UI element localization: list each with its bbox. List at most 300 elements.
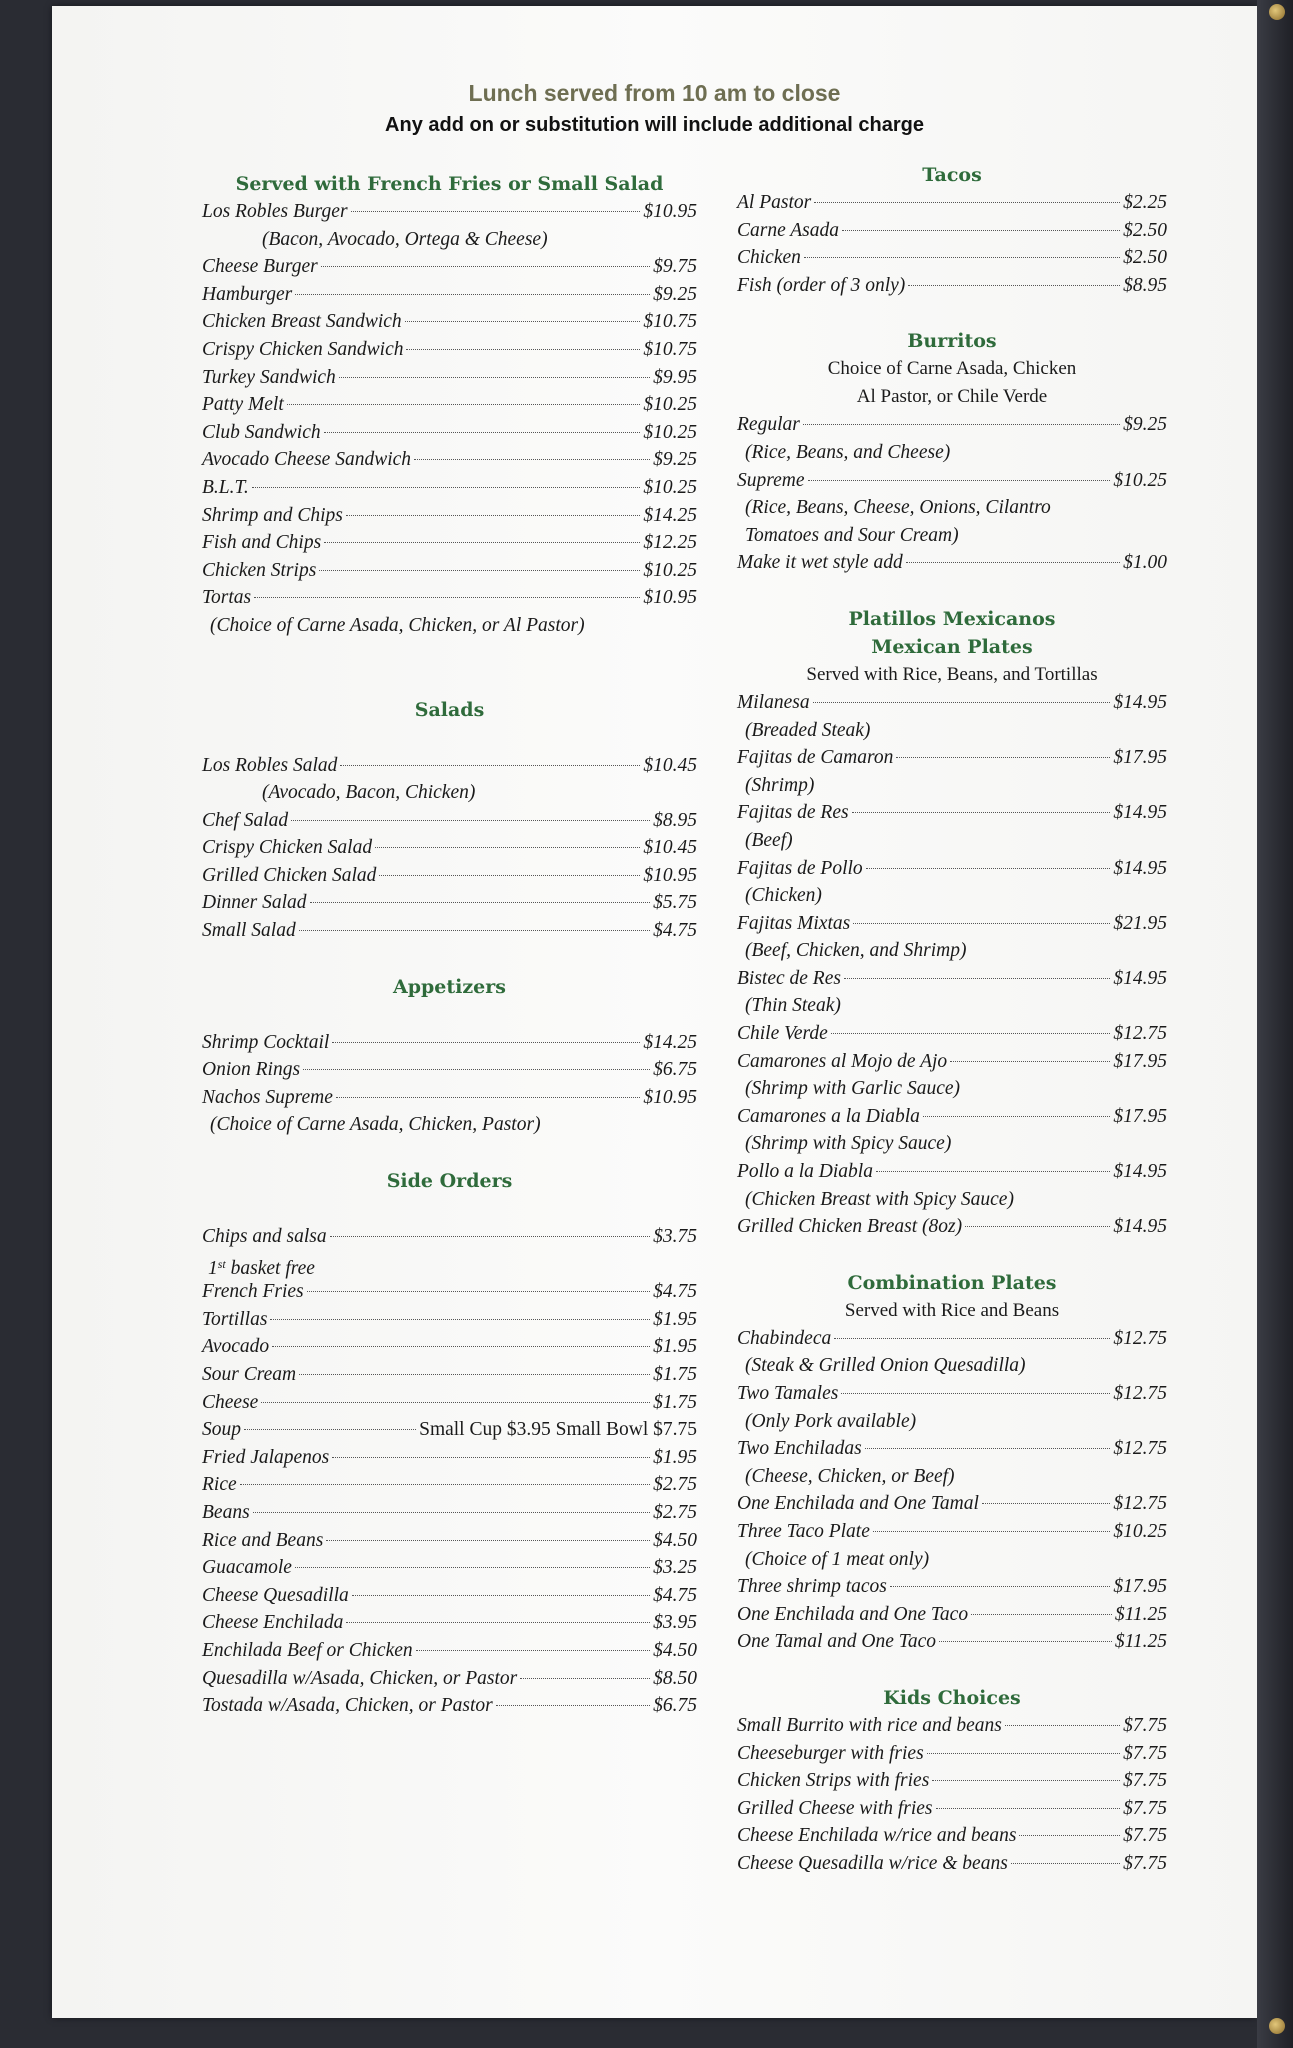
menu-item	[202, 1389, 697, 1417]
item-price: $9.25	[653, 449, 697, 471]
item-name: Chicken Strips	[202, 559, 317, 581]
mexican-list	[737, 689, 1167, 1241]
item-name: Tortas	[202, 587, 252, 609]
item-name: Bistec de Res	[737, 967, 841, 989]
leader-dots	[299, 930, 650, 931]
menu-item	[737, 689, 1167, 717]
item-price: $1.75	[653, 1364, 697, 1385]
menu-item	[737, 1822, 1167, 1850]
menu-item	[737, 1850, 1167, 1878]
spacer	[202, 640, 697, 696]
leader-dots	[834, 1338, 1110, 1339]
menu-item	[202, 752, 697, 780]
item-name: B.L.T.	[202, 476, 249, 498]
sides-list-2	[202, 1444, 697, 1720]
item-name: Turkey Sandwich	[202, 366, 336, 388]
item-price: $11.25	[1114, 1603, 1167, 1625]
spacer	[202, 724, 697, 752]
item-name: Shrimp Cocktail	[202, 1031, 330, 1053]
leader-dots	[927, 1753, 1120, 1754]
item-price: $17.95	[1113, 747, 1167, 769]
binder-ring-icon	[1269, 4, 1285, 20]
salads-section-title: Salads	[414, 698, 485, 721]
menu-item	[202, 1609, 697, 1637]
menu-item	[737, 910, 1167, 938]
spacer	[737, 577, 1167, 605]
leader-dots	[253, 1512, 650, 1513]
burgers-section-title: Served with French Fries or Small Salad	[235, 173, 664, 195]
item-name: Chabindeca	[737, 1327, 832, 1349]
item-description: (Chicken)	[745, 885, 822, 907]
item-price: $14.95	[1113, 967, 1167, 989]
item-name: Patty Melt	[202, 394, 284, 416]
menu-item	[737, 1325, 1167, 1353]
menu-item	[202, 308, 697, 336]
leader-dots	[496, 1705, 650, 1706]
leader-dots	[270, 1319, 650, 1320]
item-price: $12.75	[1113, 1383, 1167, 1404]
item-name: Shrimp and Chips	[202, 504, 343, 526]
item-description: (Beef)	[745, 829, 793, 851]
sides-list	[202, 1278, 697, 1416]
leader-dots	[936, 1808, 1121, 1809]
item-name: Cheese Quesadilla w/rice & beans	[737, 1852, 1008, 1874]
menu-item	[737, 965, 1167, 993]
menu-item	[737, 1490, 1167, 1518]
item-name: Three Taco Plate	[737, 1520, 870, 1542]
menu-item	[202, 1554, 697, 1582]
menu-sheet	[52, 6, 1257, 2018]
kids-list	[737, 1712, 1167, 1878]
appetizers-list	[202, 1029, 697, 1139]
leader-dots	[324, 542, 640, 543]
item-name: Two Enchiladas	[737, 1438, 862, 1460]
item-price: $8.50	[653, 1667, 697, 1689]
menu-item	[737, 1767, 1167, 1795]
item-name: Onion Rings	[202, 1059, 301, 1081]
leader-dots	[814, 202, 1120, 203]
mexican-plates-subtitle: Served with Rice, Beans, and Tortillas	[806, 663, 1098, 685]
item-name: Soup	[202, 1419, 241, 1441]
item-name: Small Salad	[202, 920, 296, 942]
menu-item	[202, 862, 697, 890]
leader-dots	[416, 1650, 650, 1651]
item-price: $12.75	[1113, 1327, 1167, 1349]
item-price: $7.75	[1123, 1714, 1167, 1736]
item-price: $5.75	[653, 892, 697, 914]
menu-item	[737, 1048, 1167, 1076]
item-price: $7.75	[1123, 1770, 1167, 1792]
item-price: $8.95	[653, 809, 697, 831]
menu-item	[737, 1435, 1167, 1463]
item-description: Tomatoes and Sour Cream)	[745, 524, 959, 546]
item-name: Three shrimp tacos	[737, 1576, 887, 1598]
spacer	[737, 299, 1167, 327]
item-price: $14.95	[1113, 1161, 1167, 1183]
item-price: $21.95	[1113, 912, 1167, 934]
item-name: Grilled Chicken Breast (8oz)	[737, 1216, 963, 1238]
leader-dots	[908, 285, 1120, 286]
item-description: (Avocado, Bacon, Chicken)	[262, 782, 476, 804]
menu-item	[737, 855, 1167, 883]
item-price: $2.50	[1123, 247, 1167, 269]
item-name: Avocado	[202, 1336, 270, 1358]
item-price: $10.95	[643, 201, 697, 222]
item-name: Crispy Chicken Sandwich	[202, 338, 404, 360]
menu-item	[737, 799, 1167, 827]
menu-item	[202, 253, 697, 281]
menu-item	[737, 1020, 1167, 1048]
leader-dots	[252, 487, 641, 488]
salads-list	[202, 752, 697, 945]
menu-item	[737, 217, 1167, 245]
menu-item	[202, 1029, 697, 1057]
item-name: Chef Salad	[202, 809, 289, 831]
item-name: One Enchilada and One Taco	[737, 1603, 969, 1625]
item-price: $10.75	[643, 311, 697, 333]
leader-dots	[303, 1069, 650, 1070]
burritos-section-title: Burritos	[907, 330, 997, 353]
combo-list	[737, 1325, 1167, 1656]
leader-dots	[295, 294, 650, 295]
menu-item	[202, 1637, 697, 1665]
leader-dots	[971, 1614, 1112, 1615]
spacer	[202, 1001, 697, 1029]
mexican-plates-title: Mexican Plates	[871, 635, 1033, 658]
item-name: Los Robles Burger	[202, 201, 348, 222]
item-name: Fish and Chips	[202, 532, 322, 554]
item-description: (Rice, Beans, Cheese, Onions, Cilantro	[745, 497, 1051, 519]
item-description: (Bacon, Avocado, Ortega & Cheese)	[262, 228, 548, 250]
item-name: Chicken Strips with fries	[737, 1770, 930, 1792]
spacer	[737, 1656, 1167, 1684]
leader-dots	[520, 1678, 650, 1679]
item-name: Enchilada Beef or Chicken	[202, 1639, 413, 1661]
leader-dots	[324, 432, 641, 433]
item-price: Small Cup $3.95 Small Bowl $7.75	[419, 1419, 697, 1441]
item-name: Beans	[202, 1501, 250, 1523]
item-name: Small Burrito with rice and beans	[737, 1714, 1002, 1736]
item-name: Tortillas	[202, 1308, 268, 1330]
burgers-list	[202, 198, 697, 640]
item-name: Fajitas de Pollo	[737, 857, 863, 879]
item-name: Camarones al Mojo de Ajo	[737, 1050, 948, 1072]
menu-item	[202, 1223, 697, 1251]
item-name: Cheese Enchilada w/rice and beans	[737, 1825, 1017, 1847]
item-price: $17.95	[1113, 1105, 1167, 1127]
leader-dots	[906, 562, 1120, 563]
menu-item	[737, 744, 1167, 772]
item-price: $10.25	[643, 476, 697, 498]
menu-item	[202, 834, 697, 862]
lunch-hours-heading: Lunch served from 10 am to close	[468, 80, 841, 106]
item-description: (Rice, Beans, and Cheese)	[745, 441, 951, 463]
leader-dots	[379, 875, 640, 876]
item-price: $4.75	[653, 1584, 697, 1606]
leader-dots	[332, 1042, 640, 1043]
menu-item	[202, 474, 697, 502]
item-price: $12.75	[1113, 1493, 1167, 1515]
menu-item	[737, 1380, 1167, 1408]
item-price: $14.25	[643, 504, 697, 526]
kids-section-title: Kids Choices	[883, 1686, 1021, 1709]
tacos-list	[737, 189, 1167, 299]
item-name: Nachos Supreme	[202, 1086, 333, 1108]
item-price: $8.95	[1123, 274, 1167, 296]
menu-item	[737, 549, 1167, 577]
item-price: $10.45	[643, 754, 697, 776]
leader-dots	[352, 1595, 650, 1596]
item-price: $10.45	[643, 837, 697, 859]
menu-item	[202, 1444, 697, 1472]
menu-item	[202, 1499, 697, 1527]
leader-dots	[351, 211, 641, 212]
item-name: Fajitas Mixtas	[737, 912, 851, 934]
leader-dots	[332, 1457, 650, 1458]
leader-dots	[1011, 1863, 1120, 1864]
binder-ring-icon	[1269, 2018, 1285, 2034]
item-price: $9.25	[653, 283, 697, 305]
item-price: $9.25	[1123, 414, 1167, 436]
item-name: Carne Asada	[737, 219, 840, 241]
item-name: One Enchilada and One Tamal	[737, 1493, 979, 1515]
right-column	[737, 161, 1167, 1878]
item-price: $2.75	[653, 1474, 697, 1496]
free-text: basket free	[225, 1257, 315, 1279]
menu-item	[202, 419, 697, 447]
menu-item	[202, 1056, 697, 1084]
item-price: $1.75	[653, 1391, 697, 1413]
menu-item	[202, 807, 697, 835]
item-price: $1.95	[653, 1336, 697, 1358]
menu-item	[202, 1527, 697, 1555]
item-name: Rice	[202, 1474, 237, 1496]
item-price: $11.25	[1114, 1631, 1167, 1653]
burritos-subtitle-1: Choice of Carne Asada, Chicken	[827, 358, 1077, 380]
menu-item	[202, 529, 697, 557]
menu-item	[202, 1665, 697, 1693]
leader-dots	[803, 424, 1120, 425]
item-name: Milanesa	[737, 691, 810, 713]
menu-item	[737, 1601, 1167, 1629]
item-description: (Cheese, Chicken, or Beef)	[745, 1465, 955, 1487]
item-price: $10.25	[643, 421, 697, 443]
item-price: $10.75	[643, 338, 697, 360]
menu-item	[202, 336, 697, 364]
spacer	[202, 945, 697, 973]
leader-dots	[339, 377, 650, 378]
menu-item	[737, 1795, 1167, 1823]
leader-dots	[950, 1061, 1110, 1062]
leader-dots	[831, 1033, 1111, 1034]
platillos-section-title: Platillos Mexicanos	[848, 607, 1056, 630]
leader-dots	[244, 1429, 416, 1430]
leader-dots	[890, 1586, 1111, 1587]
item-price: $2.25	[1123, 192, 1167, 213]
leader-dots	[813, 702, 1111, 703]
item-description: (Beef, Chicken, and Shrimp)	[745, 940, 967, 962]
item-name: Supreme	[737, 469, 805, 491]
leader-dots	[272, 1346, 650, 1347]
item-description: (Shrimp with Garlic Sauce)	[745, 1078, 961, 1100]
item-name: Camarones a la Diabla	[737, 1105, 920, 1127]
leader-dots	[261, 1402, 650, 1403]
leader-dots	[852, 812, 1111, 813]
item-name: Sour Cream	[202, 1364, 297, 1385]
leader-dots	[299, 1374, 650, 1375]
menu-item	[202, 1692, 697, 1720]
leader-dots	[923, 1116, 1110, 1117]
leader-dots	[240, 1484, 650, 1485]
menu-item	[737, 1518, 1167, 1546]
item-price: $4.75	[653, 1281, 697, 1303]
item-price: $3.25	[653, 1557, 697, 1579]
item-price: $3.95	[653, 1612, 697, 1634]
item-price: $2.75	[653, 1501, 697, 1523]
leader-dots	[932, 1780, 1120, 1781]
menu-item	[737, 1628, 1167, 1656]
menu-item	[202, 917, 697, 945]
menu-item	[737, 1712, 1167, 1740]
leader-dots	[346, 515, 641, 516]
item-price: $14.95	[1113, 802, 1167, 824]
item-price: $10.95	[643, 587, 697, 609]
leader-dots	[876, 1171, 1110, 1172]
item-name: Dinner Salad	[202, 892, 307, 914]
left-column	[202, 170, 697, 1720]
item-name: Regular	[737, 414, 800, 436]
leader-dots	[844, 978, 1110, 979]
leader-dots	[321, 266, 650, 267]
item-name: Cheese	[202, 1391, 259, 1413]
leader-dots	[841, 1393, 1110, 1394]
leader-dots	[375, 847, 640, 848]
item-name: Cheese Enchilada	[202, 1612, 344, 1634]
item-price: $7.75	[1123, 1825, 1167, 1847]
appetizers-section-title: Appetizers	[393, 975, 506, 998]
leader-dots	[939, 1641, 1112, 1642]
item-price: $12.75	[1113, 1438, 1167, 1460]
item-price: $4.50	[653, 1529, 697, 1551]
binder-edge	[1257, 0, 1293, 2048]
tacos-section-title: Tacos	[922, 164, 982, 186]
item-name: Rice and Beans	[202, 1529, 324, 1551]
item-price: $1.95	[653, 1446, 697, 1468]
item-name: One Tamal and One Taco	[737, 1631, 936, 1653]
item-name: Two Tamales	[737, 1383, 839, 1404]
item-price: $9.75	[653, 256, 697, 278]
item-name: Make it wet style add	[737, 552, 903, 574]
menu-item	[202, 557, 697, 585]
menu-item-soup	[202, 1416, 697, 1444]
leader-dots	[336, 1097, 640, 1098]
menu-item	[202, 1361, 697, 1389]
free-num: 1	[208, 1257, 218, 1279]
menu-item	[737, 1573, 1167, 1601]
chips-free-note	[202, 1251, 697, 1279]
item-name: Cheese Burger	[202, 256, 318, 278]
item-description: (Choice of 1 meat only)	[745, 1548, 930, 1570]
leader-dots	[965, 1226, 1110, 1227]
item-price: $12.25	[643, 532, 697, 554]
menu-item	[202, 446, 697, 474]
item-name: Grilled Chicken Salad	[202, 864, 377, 886]
item-price: $7.75	[1123, 1852, 1167, 1874]
item-price: $7.75	[1123, 1742, 1167, 1764]
leader-dots	[319, 570, 640, 571]
item-price: $10.25	[643, 394, 697, 416]
leader-dots	[346, 1622, 650, 1623]
menu-item	[737, 1158, 1167, 1186]
burritos-subtitle-2: Al Pastor, or Chile Verde	[856, 386, 1048, 408]
item-price: $1.95	[653, 1308, 697, 1330]
item-name: Cheese Quesadilla	[202, 1584, 349, 1606]
item-price: $10.95	[643, 1086, 697, 1108]
item-price: $3.75	[653, 1226, 697, 1248]
menu-item	[202, 502, 697, 530]
leader-dots	[310, 902, 651, 903]
item-name: Fajitas de Camaron	[737, 747, 894, 769]
item-price: $6.75	[653, 1059, 697, 1081]
item-price: $1.00	[1123, 552, 1167, 574]
leader-dots	[853, 923, 1110, 924]
menu-item	[202, 391, 697, 419]
leader-dots	[1005, 1725, 1120, 1726]
item-name: Chile Verde	[737, 1023, 828, 1045]
leader-dots	[1019, 1835, 1120, 1836]
menu-item	[202, 1306, 697, 1334]
item-description: (Thin Steak)	[745, 995, 841, 1017]
item-name: Fish (order of 3 only)	[737, 274, 906, 296]
item-price: $6.75	[653, 1695, 697, 1717]
item-description: (Breaded Steak)	[745, 719, 871, 741]
leader-dots	[896, 757, 1110, 758]
item-price: $10.95	[643, 864, 697, 886]
menu-item	[737, 467, 1167, 495]
item-name: Guacamole	[202, 1557, 292, 1579]
leader-dots	[804, 257, 1120, 258]
menu-item	[202, 1278, 697, 1306]
menu-item	[202, 364, 697, 392]
item-name: Chicken Breast Sandwich	[202, 311, 402, 333]
combo-subtitle: Served with Rice and Beans	[844, 1299, 1060, 1321]
item-name: Al Pastor	[737, 192, 812, 213]
leader-dots	[414, 459, 650, 460]
item-price: $10.25	[643, 559, 697, 581]
menu-item	[202, 1582, 697, 1610]
item-price: $4.50	[653, 1639, 697, 1661]
leader-dots	[866, 868, 1111, 869]
item-price: $10.25	[1113, 1520, 1167, 1542]
menu-item	[202, 889, 697, 917]
menu-item	[737, 244, 1167, 272]
item-name: Hamburger	[202, 283, 293, 305]
leader-dots	[405, 321, 641, 322]
item-price: $7.75	[1123, 1797, 1167, 1819]
menu-item	[202, 281, 697, 309]
item-price: $17.95	[1113, 1576, 1167, 1598]
leader-dots	[340, 765, 640, 766]
menu-item	[737, 272, 1167, 300]
item-name: Tostada w/Asada, Chicken, or Pastor	[202, 1695, 493, 1717]
item-name: Club Sandwich	[202, 421, 321, 443]
menu-item	[202, 1471, 697, 1499]
menu-item	[202, 1333, 697, 1361]
item-name: Crispy Chicken Salad	[202, 837, 373, 859]
substitution-notice: Any add on or substitution will include additional charge	[385, 114, 924, 136]
leader-dots	[307, 1291, 651, 1292]
item-name: Cheeseburger with fries	[737, 1742, 924, 1764]
